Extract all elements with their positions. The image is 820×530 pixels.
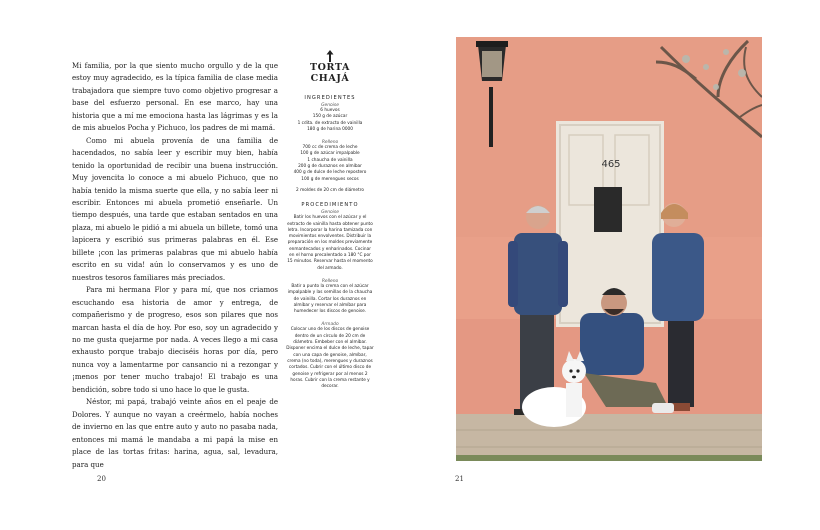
door-window — [594, 187, 622, 232]
relleno-ingredients: 700 cc de crema de leche 100 g de azúcar impalpable 1 chaucha de vainilla 200 g de duraznos en almíbar 400 g de dulce de leche repostero 100 g de merengues secos — [293, 145, 367, 182]
recipe-column — [286, 50, 374, 390]
page-number-right: 21 — [455, 475, 464, 483]
paragraph: Para mi hermana Flor y para mí, que nos criamos escuchando esa historia de amor y entrega, de compañerismo y de progreso, esos son pilares que nos marcan hasta el día de hoy. Por eso, soy un agradecido y no me gusta quejarme por nada. A veces llego a mi casa exhausto porque trabajo dieciséis horas por día, pero nunca voy a lamentarme por cansancio ni a rezongar y ¡menos por tener mucho trabajo! El trabajo es una bendición, sobre todo si uno hace lo que le gusta. — [72, 285, 278, 394]
step-genoise-text: Batir los huevos con el azúcar y el extracto de vainilla hasta obtener punto letra. Incorporar la harina tamizada con movimientos envolventes. Distribuir la preparación en los moldes previamente enmantecados y enharinados. Cocinar en el horno precalentado a 180 °C por 15 minutos. Reservar hasta el momento del armado. — [287, 215, 373, 271]
step-armado-label: Armado — [321, 322, 339, 328]
mold-info: 2 moldes de 20 cm de diámetro — [296, 187, 364, 193]
photo-illustration — [456, 37, 762, 461]
genoise-label: Genoise — [321, 103, 339, 108]
genoise-ingredients: 6 huevos 150 g de azúcar 1 cdita. de extracto de vainilla 180 g de harina 0000 — [297, 108, 363, 132]
relleno-label: Relleno — [321, 140, 339, 146]
paragraph: Mi familia, por la que siento mucho orgullo y de la que estoy muy agradecido, es la típica familia de clase media trabajadora que siempre tuvo como objetivo progresar a base del esfuerzo personal. En ese marco, hay una historia que a mí me emociona hasta las lágrimas y es la de mis abuelos Pocha y Pichuco, los padres de mi mamá. — [72, 61, 278, 133]
door-number: 465 — [601, 159, 621, 170]
arrow-up-icon — [326, 50, 334, 62]
paragraph: Néstor, mi papá, trabajó veinte años en el peaje de Dolores. Y aunque no vayan a creérmelo, había noches de invierno en las que entre auto y auto no pasaba nada, entonces mi mamá le mandaba a mi papá la mise en place de las tortas fritas: harina, agua, sal, levadura, para que — [72, 397, 278, 469]
paragraph: Como mi abuela provenía de una familia de hacendados, no sabía leer y escribir muy bien, había tenido la oportunidad de recibir una buena instrucción. Muy jovencita lo conoce a mi abuelo Pichuco, que no había tenido la misma suerte que ella, y no sabía leer ni escribir. Entonces mi abuela prometió enseñarle. Un tiempo después, una tarde que estaban sentados en una plaza, mi abuelo le pidió a mi abuela un billete, tomó una lapicera y escribió sus primeras palabras en él. Ese billete ¡con las primeras palabras que mi abuelo había escrito en su vida! aún lo conservamos y es uno de nuestros tesoros familiares más preciados. — [72, 135, 278, 282]
step-relleno-text: Batir a punto la crema con el azúcar impalpable y las semillas de la chaucha de vainilla. Cortar los duraznos en almíbar y reservar el almíbar para humedecer los discos de genoise. — [287, 283, 373, 315]
step-armado-text: Colocar uno de los discos de genoise dentro de un círculo de 20 cm de diámetro. Embeber con el almíbar. Disponer encima el dulce de leche, tapar con una capa de genoise, almíbar, crema (no toda), merengues y duraznos cortados. Cubrir con el último disco de genoise y refrigerar por al menos 2 horas. Cubrir con la crema restante y decorar. — [286, 327, 374, 390]
recipe-title: TORTA CHAJÁ — [310, 62, 350, 84]
step-genoise-label: Genoise — [321, 210, 339, 216]
procedure-heading: PROCEDIMIENTO — [301, 202, 359, 209]
floor — [456, 414, 762, 461]
page-number-left: 20 — [97, 475, 106, 483]
step-relleno-label: Relleno — [321, 278, 339, 284]
ingredients-heading: INGREDIENTES — [304, 95, 356, 101]
body-text — [72, 60, 278, 471]
family-photo — [456, 37, 762, 461]
